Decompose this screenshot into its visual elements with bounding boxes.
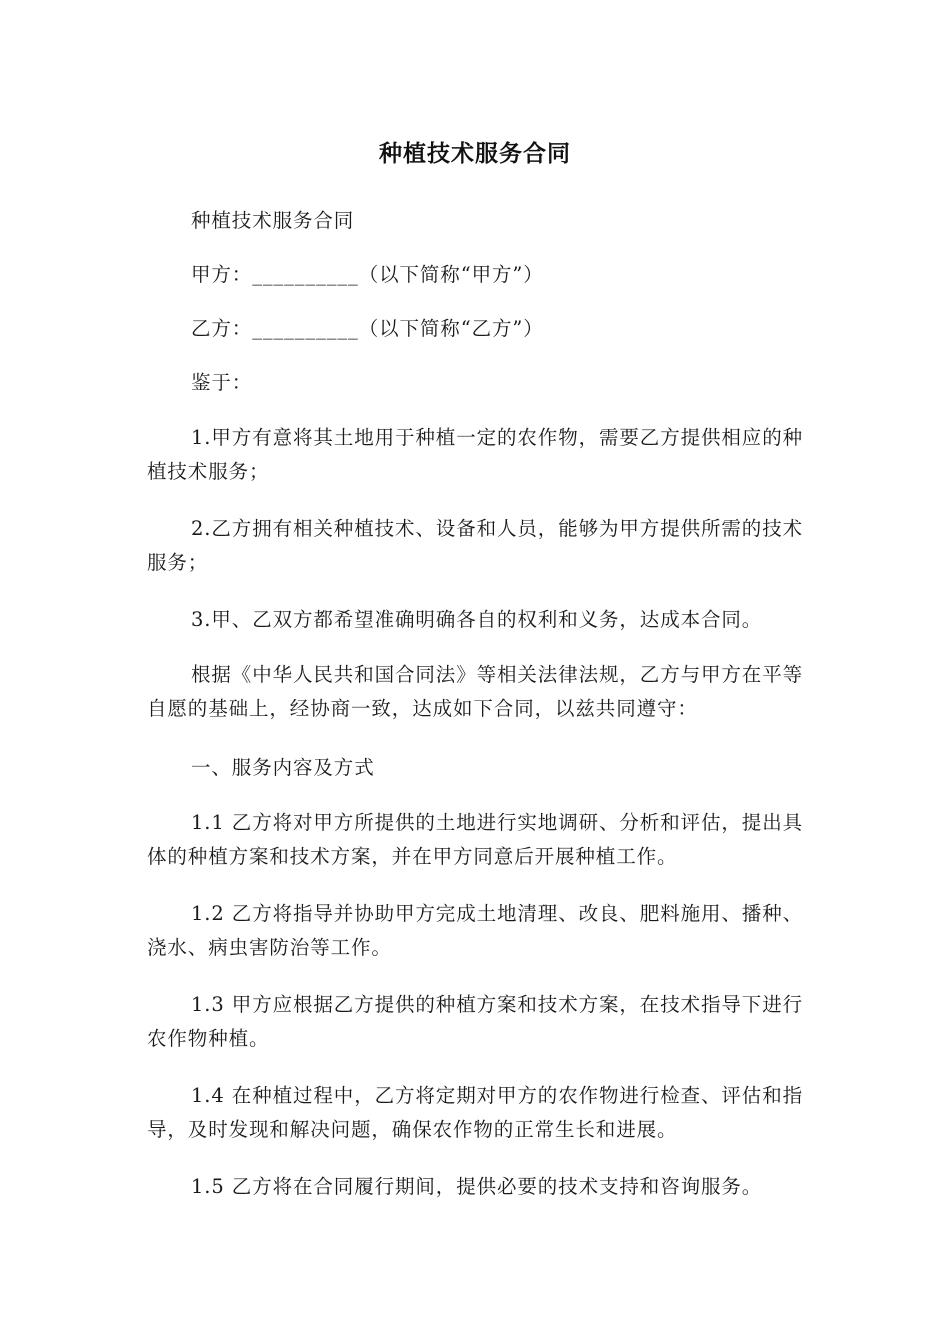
paragraph-heading-repeat: 种植技术服务合同 xyxy=(191,209,355,232)
paragraph-party-b: 乙方：__________（以下简称“乙方”） xyxy=(191,317,544,340)
clause-1-5: 1.5 乙方将在合同履行期间，提供必要的技术支持和咨询服务。 xyxy=(191,1175,763,1198)
paragraph-recital-2: 2.乙方拥有相关种植技术、设备和人员，能够为甲方提供所需的技术服务； xyxy=(147,517,804,574)
paragraph-whereas: 鉴于： xyxy=(191,371,253,394)
paragraph-legal-basis: 根据《中华人民共和国合同法》等相关法律法规，乙方与甲方在平等自愿的基础上，经协商一致，达成如下合同，以兹共同遵守： xyxy=(147,663,804,720)
section-heading-service-content: 一、服务内容及方式 xyxy=(191,756,375,779)
paragraph-recital-3: 3.甲、乙双方都希望准确明确各自的权利和义务，达成本合同。 xyxy=(191,608,763,631)
clause-1-1: 1.1 乙方将对甲方所提供的土地进行实地调研、分析和评估，提出具体的种植方案和技术方案，并在甲方同意后开展种植工作。 xyxy=(147,811,804,868)
paragraph-recital-1: 1.甲方有意将其土地用于种植一定的农作物，需要乙方提供相应的种植技术服务； xyxy=(147,426,804,483)
paragraph-party-a: 甲方：__________（以下简称“甲方”） xyxy=(191,263,544,286)
clause-1-4: 1.4 在种植过程中，乙方将定期对甲方的农作物进行检查、评估和指导，及时发现和解决问题，确保农作物的正常生长和进展。 xyxy=(147,1084,804,1141)
clause-1-3: 1.3 甲方应根据乙方提供的种植方案和技术方案，在技术指导下进行农作物种植。 xyxy=(147,993,804,1050)
document-title: 种植技术服务合同 xyxy=(379,141,571,167)
clause-1-2: 1.2 乙方将指导并协助甲方完成土地清理、改良、肥料施用、播种、浇水、病虫害防治等工作。 xyxy=(147,902,804,959)
